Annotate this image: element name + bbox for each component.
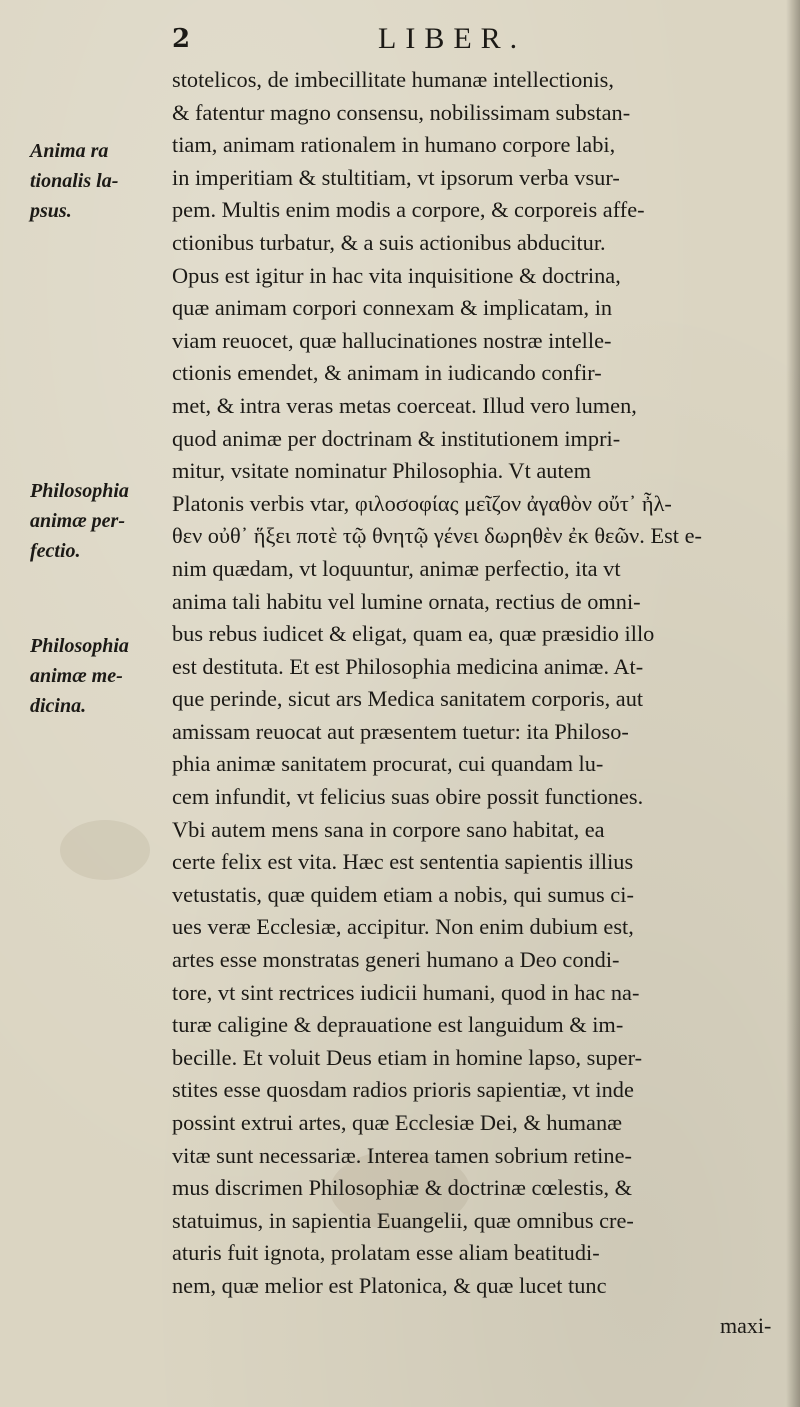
body-line: ctionis emendet, & animam in iudicando confir-	[172, 360, 602, 386]
folio-number: 2	[172, 24, 191, 54]
margin-note-anima-rationalis	[30, 136, 170, 226]
body-line: in imperitiam & stultitiam, vt ipsorum verba vsur-	[172, 164, 620, 190]
page-header	[0, 20, 800, 60]
margin-note-line: fectio.	[30, 540, 81, 562]
margin-note-line: Philosophia	[30, 635, 129, 657]
body-line: quæ animam corpori connexam & implicatam, in	[172, 295, 613, 321]
margin-note-line: psus.	[30, 200, 72, 222]
body-line: turæ caligine & deprauatione est languidum & im-	[172, 1012, 624, 1038]
margin-note-line: animæ me-	[30, 665, 123, 687]
body-line: stotelicos, de imbecillitate humanæ intellectionis,	[172, 67, 614, 92]
body-line: becille. Et voluit Deus etiam in homine lapso, super-	[172, 1044, 643, 1070]
margin-note-line: tionalis la-	[30, 170, 119, 192]
body-line: statuimus, in sapientia Euangelii, quæ omnibus cre-	[172, 1207, 634, 1233]
body-line: amissam reuocat aut præsentem tuetur: ita Philoso-	[172, 718, 629, 744]
running-head: LIBER.	[378, 22, 527, 55]
body-line: phia animæ sanitatem procurat, cui quandam lu-	[172, 751, 604, 777]
body-line: stites esse quosdam radios prioris sapientiæ, vt inde	[172, 1077, 634, 1103]
margin-note-line: Philosophia	[30, 480, 129, 502]
body-line: Vbi autem mens sana in corpore sano habitat, ea	[172, 816, 605, 842]
paper-stain	[60, 820, 150, 880]
body-line: tiam, animam rationalem in humano corpore labi,	[172, 132, 616, 158]
margin-note-philosophia-medicina	[30, 631, 170, 721]
body-line: que perinde, sicut ars Medica sanitatem corporis, aut	[172, 686, 644, 712]
body-line: mitur, vsitate nominatur Philosophia. Vt autem	[172, 458, 591, 484]
margin-note-philosophia-perfectio	[30, 476, 170, 566]
body-line: pem. Multis enim modis a corpore, & corporeis affe-	[172, 197, 645, 223]
body-line: est destituta. Et est Philosophia medicina animæ. At-	[172, 653, 644, 679]
body-line: Platonis verbis vtar, φιλοσοφίας μεῖζον ἀγαθὸν οὔτ᾽ ἦλ-	[172, 490, 672, 516]
body-line: vetustatis, quæ quidem etiam a nobis, qui sumus ci-	[172, 881, 634, 907]
margin-note-line: Anima ra	[30, 140, 109, 162]
body-line: ues veræ Ecclesiæ, accipitur. Non enim dubium est,	[172, 914, 634, 940]
body-line: met, & intra veras metas coerceat. Illud vero lumen,	[172, 392, 637, 418]
body-line: vitæ sunt necessariæ. Interea tamen sobrium retine-	[172, 1142, 632, 1168]
body-line: anima tali habitu vel lumine ornata, rectius de omni-	[172, 588, 641, 614]
body-line: nim quædam, vt loquuntur, animæ perfectio, ita vt	[172, 555, 621, 581]
catchword: maxi-	[720, 1313, 772, 1338]
body-line: cem infundit, vt felicius suas obire possit functiones.	[172, 784, 644, 810]
body-line: bus rebus iudicet & eligat, quam ea, quæ præsidio illo	[172, 621, 655, 647]
body-line: viam reuocet, quæ hallucinationes nostræ intelle-	[172, 327, 612, 353]
page-edge-shadow	[786, 0, 800, 1407]
margin-note-line: animæ per-	[30, 510, 125, 532]
body-line: quod animæ per doctrinam & institutionem impri-	[172, 425, 621, 451]
body-line: nem, quæ melior est Platonica, & quæ lucet tunc	[172, 1272, 607, 1298]
body-line: & fatentur magno consensu, nobilissimam substan-	[172, 99, 631, 125]
body-line: mus discrimen Philosophiæ & doctrinæ cœlestis, &	[172, 1175, 633, 1201]
body-line: possint extrui artes, quæ Ecclesiæ Dei, & humanæ	[172, 1110, 623, 1135]
body-line: artes esse monstratas generi humano a Deo condi-	[172, 947, 620, 973]
body-text	[172, 64, 782, 1303]
body-line: ctionibus turbatur, & a suis actionibus abducitur.	[172, 229, 606, 255]
body-line: Opus est igitur in hac vita inquisitione & doctrina,	[172, 262, 621, 288]
body-line: aturis fuit ignota, prolatam esse aliam beatitudi-	[172, 1240, 600, 1266]
body-line: θεν οὐθ᾽ ἥξει ποτὲ τῷ θνητῷ γένει δωρηθὲν ἐκ θεῶν. Est e-	[172, 523, 702, 549]
body-line: tore, vt sint rectrices iudicii humani, quod in hac na-	[172, 979, 640, 1005]
body-line: certe felix est vita. Hæc est sententia sapientis illius	[172, 849, 634, 875]
margin-note-line: dicina.	[30, 695, 87, 717]
